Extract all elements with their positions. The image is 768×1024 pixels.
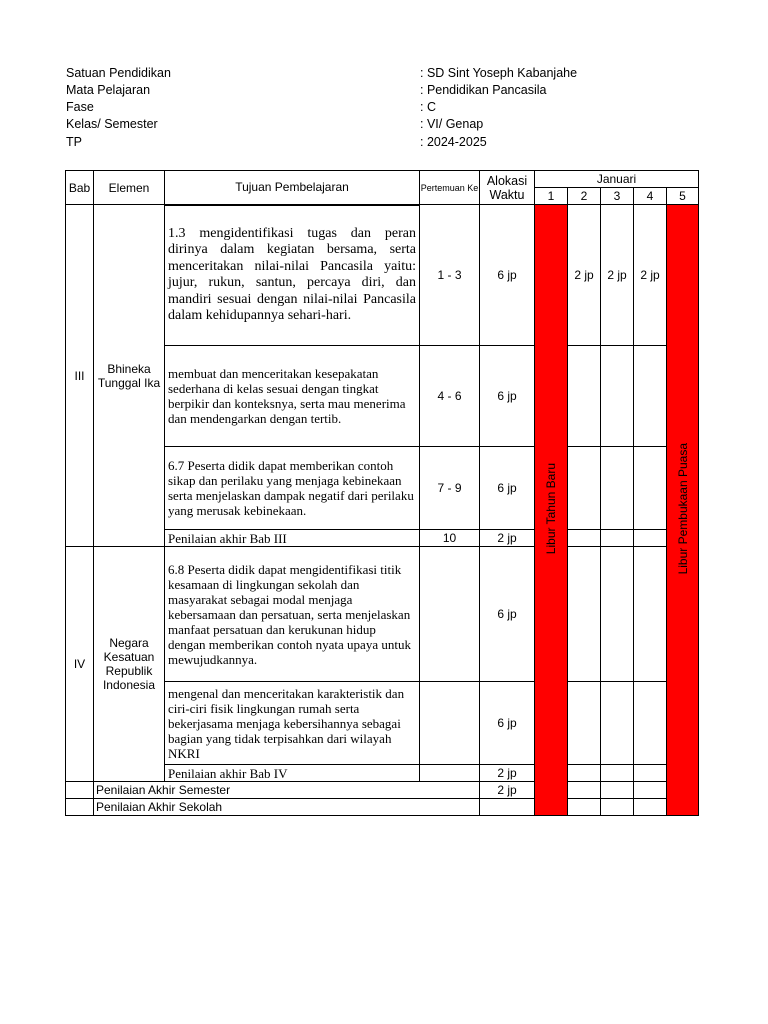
header-bab: Bab bbox=[66, 171, 94, 205]
week-cell: 2 jp bbox=[601, 205, 634, 346]
meta-value-fase: : C bbox=[420, 100, 436, 114]
pertemuan-cell: 10 bbox=[420, 530, 480, 547]
week-cell: 2 jp bbox=[568, 205, 601, 346]
week-cell bbox=[568, 530, 601, 547]
week-cell bbox=[568, 782, 601, 799]
pas-label: Penilaian Akhir Semester bbox=[94, 782, 480, 799]
holiday-label-new-year: Libur Tahun Baru bbox=[544, 462, 558, 555]
week-cell bbox=[634, 765, 667, 782]
week-cell bbox=[601, 765, 634, 782]
alokasi-cell: 6 jp bbox=[480, 547, 535, 682]
week-cell bbox=[634, 447, 667, 530]
meta-value-mapel: : Pendidikan Pancasila bbox=[420, 83, 547, 97]
meta-label-tp: TP bbox=[66, 135, 82, 149]
pertemuan-cell bbox=[420, 765, 480, 782]
week-cell bbox=[634, 799, 667, 816]
pertemuan-cell: 4 - 6 bbox=[420, 346, 480, 447]
tujuan-cell: 6.8 Peserta didik dapat mengidentifikasi titik kesamaan di lingkungan sekolah dan masyarakat sebagai modal menjaga kebersamaan dan persatuan, serta menjelaskan manfaat persatuan dan kerukunan hidup dengan memberikan contoh nyata upaya untuk mewujudkannya. bbox=[165, 547, 420, 682]
meta-value-satuan: : SD Sint Yoseph Kabanjahe bbox=[420, 66, 578, 80]
header-alokasi: Alokasi Waktu bbox=[480, 171, 535, 205]
table-row bbox=[66, 547, 699, 682]
meta-label-mapel: Mata Pelajaran bbox=[66, 83, 151, 97]
table-row bbox=[66, 799, 699, 816]
meta-value-tp: : 2024-2025 bbox=[420, 135, 487, 149]
week-cell bbox=[601, 782, 634, 799]
week-cell bbox=[601, 547, 634, 682]
week-cell bbox=[568, 799, 601, 816]
week-cell bbox=[634, 682, 667, 765]
week-cell bbox=[568, 547, 601, 682]
week1-holiday-cell bbox=[535, 205, 568, 816]
pertemuan-cell bbox=[420, 682, 480, 765]
header-elemen: Elemen bbox=[94, 171, 165, 205]
pertemuan-cell: 7 - 9 bbox=[420, 447, 480, 530]
week-cell bbox=[601, 447, 634, 530]
table-row bbox=[66, 205, 699, 346]
header-week-1: 1 bbox=[535, 188, 568, 205]
week-cell bbox=[601, 530, 634, 547]
meta-label-fase: Fase bbox=[66, 100, 94, 114]
alokasi-cell: 6 jp bbox=[480, 447, 535, 530]
week-cell bbox=[634, 530, 667, 547]
prota-table bbox=[65, 170, 699, 816]
header-week-2: 2 bbox=[568, 188, 601, 205]
pertemuan-cell bbox=[420, 547, 480, 682]
bab-number: IV bbox=[66, 547, 94, 782]
week-cell bbox=[601, 346, 634, 447]
alokasi-cell bbox=[480, 799, 535, 816]
week-cell bbox=[634, 782, 667, 799]
alokasi-cell: 2 jp bbox=[480, 782, 535, 799]
tujuan-cell: Penilaian akhir Bab III bbox=[165, 530, 420, 547]
week-cell bbox=[601, 682, 634, 765]
elemen-cell: Bhineka Tunggal Ika bbox=[94, 205, 165, 547]
header-pertemuan: Pertemuan Ke bbox=[420, 171, 480, 205]
tujuan-cell: membuat dan menceritakan kesepakatan sederhana di kelas sesuai dengan tingkat berpikir dan konteksnya, serta mau menerima dan mendengarkan dengan tertib. bbox=[165, 346, 420, 447]
alokasi-cell: 6 jp bbox=[480, 205, 535, 346]
week-cell bbox=[601, 799, 634, 816]
meta-label-kelas: Kelas/ Semester bbox=[66, 117, 158, 131]
alokasi-cell: 2 jp bbox=[480, 765, 535, 782]
table-row bbox=[66, 782, 699, 799]
bab-number: III bbox=[66, 205, 94, 547]
alokasi-cell: 6 jp bbox=[480, 682, 535, 765]
week-cell bbox=[634, 547, 667, 682]
header-week-5: 5 bbox=[667, 188, 699, 205]
header-month: Januari bbox=[535, 171, 699, 188]
week-cell bbox=[568, 346, 601, 447]
alokasi-cell: 2 jp bbox=[480, 530, 535, 547]
week-cell: 2 jp bbox=[634, 205, 667, 346]
tujuan-cell: 1.3 mengidentifikasi tugas dan peran dirinya dalam kegiatan bersama, serta menceritakan nilai-nilai Pancasila yaitu: jujur, rukun, santun, percaya diri, dan mandiri sesuai dengan nilai-nilai Pancasila dalam kehidupannya sehari-hari. bbox=[165, 205, 420, 346]
header-week-3: 3 bbox=[601, 188, 634, 205]
week-cell bbox=[568, 447, 601, 530]
meta-value-kelas: : VI/ Genap bbox=[420, 117, 484, 131]
tujuan-cell: mengenal dan menceritakan karakteristik dan ciri-ciri fisik lingkungan rumah serta bekerjasama menjaga kebersihannya sebagai bagian yang tidak terpisahkan dari wilayah NKRI bbox=[165, 682, 420, 765]
holiday-label-puasa: Libur Pembukaan Puasa bbox=[675, 442, 690, 575]
header-tujuan: Tujuan Pembelajaran bbox=[165, 171, 420, 205]
pertemuan-cell: 1 - 3 bbox=[420, 205, 480, 346]
week-cell bbox=[568, 682, 601, 765]
week5-holiday-cell bbox=[667, 205, 699, 816]
elemen-cell: Negara Kesatuan Republik Indonesia bbox=[94, 547, 165, 782]
alokasi-cell: 6 jp bbox=[480, 346, 535, 447]
table-header-row bbox=[66, 171, 699, 188]
week-cell bbox=[568, 765, 601, 782]
pasek-label: Penilaian Akhir Sekolah bbox=[94, 799, 480, 816]
empty-bab-cell bbox=[66, 799, 94, 816]
header-week-4: 4 bbox=[634, 188, 667, 205]
week-cell bbox=[634, 346, 667, 447]
meta-label-satuan: Satuan Pendidikan bbox=[66, 66, 171, 80]
tujuan-cell: 6.7 Peserta didik dapat memberikan contoh sikap dan perilaku yang menjaga kebinekaan serta menjelaskan dampak negatif dari perilaku yang merusak kebinekaan. bbox=[165, 447, 420, 530]
empty-bab-cell bbox=[66, 782, 94, 799]
tujuan-cell: Penilaian akhir Bab IV bbox=[165, 765, 420, 782]
